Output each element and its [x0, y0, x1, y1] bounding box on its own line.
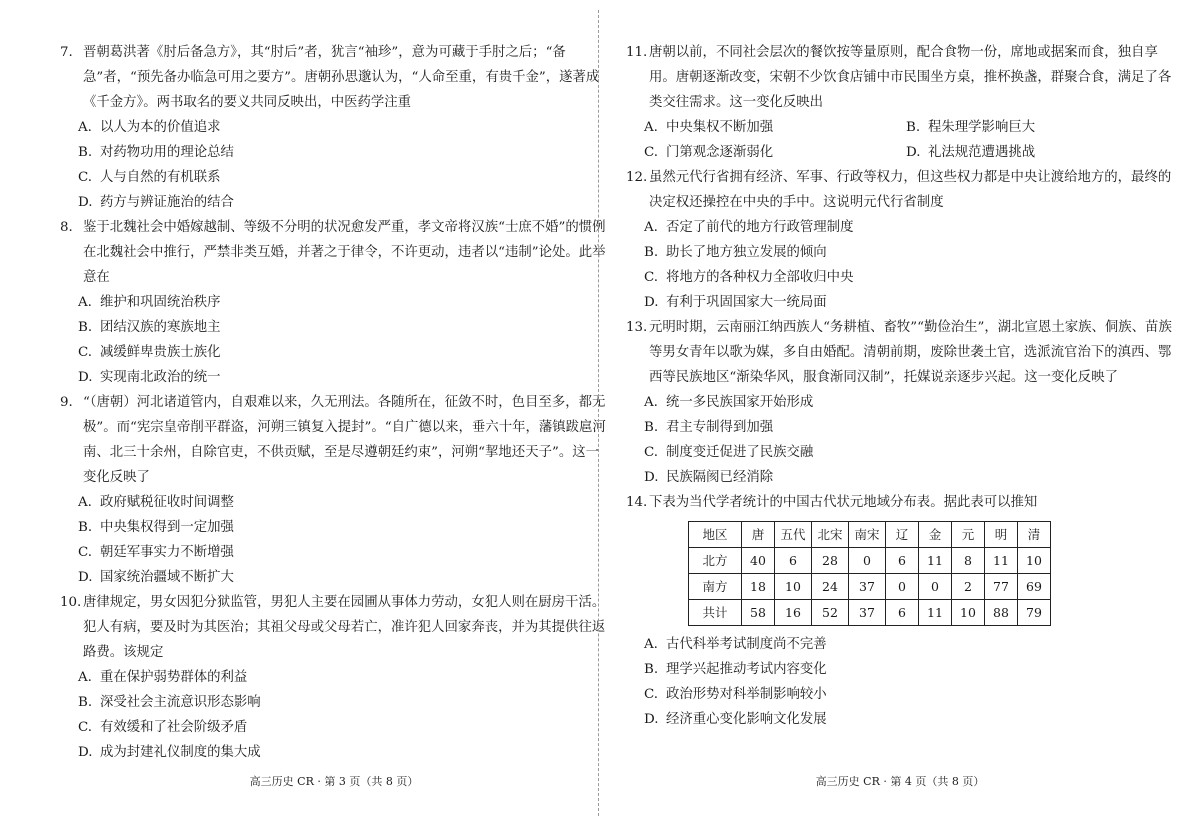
table-cell: 6 — [886, 600, 919, 626]
table-cell: 69 — [1018, 574, 1051, 600]
table-cell: 2 — [952, 574, 985, 600]
question-14 — [626, 490, 1174, 732]
table-cell: 88 — [985, 600, 1018, 626]
table-cell: 10 — [1018, 548, 1051, 574]
option-d: D. 药方与辨证施治的结合 — [78, 195, 234, 210]
option-grid — [626, 115, 1174, 165]
question-text: 晋朝葛洪著《肘后备急方》，其“肘后”者，犹言“袖珍”，意为可藏于手肘之后；“备急”者，“预先备办临急可用之要方”。唐朝孙思邈认为，“人命至重，有贵千金”，遂著成《千金方》。两书取名的要义共同反映出，中医药学注重 — [83, 45, 600, 110]
table-row — [689, 574, 1051, 600]
option-c: C. 制度变迁促进了民族交融 — [644, 445, 814, 460]
table-header-cell: 辽 — [886, 522, 919, 548]
page-divider — [598, 10, 599, 816]
question-text: 唐律规定，男女因犯分狱监管，男犯人主要在园圃从事体力劳动，女犯人则在厨房干活。犯人有病，要及时为其医治；其祖父母或父母若亡，准许犯人回家奔丧，并为其提供往返路费。该规定 — [83, 595, 606, 660]
option-a: A. 古代科举考试制度尚不完善 — [644, 637, 827, 652]
option-a: A. 重在保护弱势群体的利益 — [78, 670, 248, 685]
option-d: D. 实现南北政治的统一 — [78, 370, 221, 385]
option-c: C. 人与自然的有机联系 — [78, 170, 221, 185]
table-row — [689, 600, 1051, 626]
option-b: B. 理学兴起推动考试内容变化 — [644, 662, 827, 677]
table-cell: 79 — [1018, 600, 1051, 626]
table-cell: 11 — [919, 548, 952, 574]
question-11 — [626, 40, 1174, 165]
table-cell: 18 — [742, 574, 775, 600]
page-footer: 高三历史 CR · 第 4 页（共 8 页） — [815, 775, 985, 788]
table-cell: 40 — [742, 548, 775, 574]
question-number: 12. — [626, 170, 648, 185]
question-14-stem — [626, 490, 1174, 515]
table-cell: 10 — [952, 600, 985, 626]
table-cell: 6 — [775, 548, 812, 574]
question-number: 13. — [626, 320, 648, 335]
option-a: A. 维护和巩固统治秩序 — [78, 295, 221, 310]
option-b: B. 君主专制得到加强 — [644, 420, 774, 435]
table-cell: 共计 — [689, 600, 742, 626]
table-cell: 10 — [775, 574, 812, 600]
option-a: A. 以人为本的价值追求 — [78, 120, 221, 135]
question-number: 7. — [60, 45, 73, 60]
table-cell: 37 — [849, 574, 886, 600]
question-text: 下表为当代学者统计的中国古代状元地域分布表。据此表可以推知 — [649, 495, 1038, 510]
question-text: 元明时期，云南丽江纳西族人“务耕植、畜牧”“勤俭治生”，湖北宣恩土家族、侗族、苗族等男女青年以歌为媒，多自由婚配。清朝前期，废除世袭土官，选派流官治下的滇西、鄂西等民族地区“渐染华风，服食渐同汉制”，托媒说亲逐步兴起。这一变化反映了 — [649, 320, 1172, 385]
table-cell: 8 — [952, 548, 985, 574]
table-header-cell: 元 — [952, 522, 985, 548]
option-d: D. 国家统治疆域不断扩大 — [78, 570, 234, 585]
table-cell: 0 — [886, 574, 919, 600]
table-cell: 77 — [985, 574, 1018, 600]
table-header-cell: 南宋 — [849, 522, 886, 548]
option-a: A. 政府赋税征收时间调整 — [78, 495, 234, 510]
table-header-cell: 清 — [1018, 522, 1051, 548]
option-d: D. 民族隔阂已经消除 — [644, 470, 774, 485]
option-b: B. 团结汉族的寒族地主 — [78, 320, 221, 335]
question-number: 9. — [60, 395, 73, 410]
table-row — [689, 548, 1051, 574]
table-header-cell: 北宋 — [812, 522, 849, 548]
option-a: A. 统一多民族国家开始形成 — [644, 395, 814, 410]
option-d: D. 有利于巩固国家大一统局面 — [644, 295, 827, 310]
zhuangyuan-distribution-table — [688, 521, 1051, 626]
option-c: C. 减缓鲜卑贵族士族化 — [78, 345, 221, 360]
option-d: D. 成为封建礼仪制度的集大成 — [78, 745, 261, 760]
table-cell: 0 — [849, 548, 886, 574]
question-7-stem — [60, 40, 608, 115]
table-cell: 6 — [886, 548, 919, 574]
question-12-stem — [626, 165, 1174, 215]
question-8 — [60, 215, 608, 390]
question-12 — [626, 165, 1174, 315]
question-text: 鉴于北魏社会中婚嫁越制、等级不分明的状况愈发严重，孝文帝将汉族“士庶不婚”的惯例在北魏社会中推行，严禁非类互婚，并著之于律令，不许更动，违者以“违制”论处。此举意在 — [83, 220, 606, 285]
table-cell: 58 — [742, 600, 775, 626]
table-header-cell: 地区 — [689, 522, 742, 548]
question-9-stem — [60, 390, 608, 490]
option-c: C. 朝廷军事实力不断增强 — [78, 545, 234, 560]
question-number: 10. — [60, 595, 82, 610]
option-c: C. 将地方的各种权力全部收归中央 — [644, 270, 854, 285]
question-text: 虽然元代行省拥有经济、军事、行政等权力，但这些权力都是中央让渡给地方的，最终的决定权还操控在中央的手中。这说明元代行省制度 — [649, 170, 1172, 210]
option-c: C. 政治形势对科举制影响较小 — [644, 687, 827, 702]
question-9 — [60, 390, 608, 590]
table-header-cell: 金 — [919, 522, 952, 548]
question-number: 11. — [626, 45, 648, 60]
option-b: B. 深受社会主流意识形态影响 — [78, 695, 261, 710]
table-header-cell: 明 — [985, 522, 1018, 548]
question-8-stem — [60, 215, 608, 290]
page-3 — [60, 0, 608, 826]
table-cell: 28 — [812, 548, 849, 574]
table-header-cell: 五代 — [775, 522, 812, 548]
page-footer: 高三历史 CR · 第 3 页（共 8 页） — [249, 775, 419, 788]
question-7 — [60, 40, 608, 215]
table-cell: 0 — [919, 574, 952, 600]
table-cell: 16 — [775, 600, 812, 626]
table-header-cell: 唐 — [742, 522, 775, 548]
question-number: 14. — [626, 495, 648, 510]
option-d: D. 经济重心变化影响文化发展 — [644, 712, 827, 727]
table-cell: 37 — [849, 600, 886, 626]
question-13 — [626, 315, 1174, 490]
option-c: C. 门第观念逐渐弱化 — [644, 145, 774, 160]
option-b: B. 程朱理学影响巨大 — [906, 120, 1036, 135]
option-c: C. 有效缓和了社会阶级矛盾 — [78, 720, 248, 735]
table-cell: 北方 — [689, 548, 742, 574]
table-cell: 11 — [919, 600, 952, 626]
option-b: B. 助长了地方独立发展的倾向 — [644, 245, 827, 260]
option-b: B. 对药物功用的理论总结 — [78, 145, 234, 160]
question-11-stem — [626, 40, 1174, 115]
question-text: “（唐朝）河北诸道管内，自艰难以来，久无刑法。各随所在，征敛不时，色目至多，都无极”。而“宪宗皇帝削平群盗，河朔三镇复入提封”。“自广德以来，垂六十年，藩镇跋扈河南、北三十余州，自除官吏，不供贡赋，至是尽遵朝廷约束”，河朔“挈地还天子”。这一变化反映了 — [83, 395, 606, 485]
table-cell: 52 — [812, 600, 849, 626]
table-cell: 11 — [985, 548, 1018, 574]
option-d: D. 礼法规范遭遇挑战 — [906, 145, 1036, 160]
table-header-row — [689, 522, 1051, 548]
option-a: A. 否定了前代的地方行政管理制度 — [644, 220, 854, 235]
option-a: A. 中央集权不断加强 — [644, 120, 774, 135]
question-10-stem — [60, 590, 608, 665]
question-text: 唐朝以前，不同社会层次的餐饮按等量原则，配合食物一份，席地或据案而食，独自享用。唐朝逐渐改变，宋朝不少饮食店铺中市民围坐方桌，推杯换盏，群聚合食，满足了各类交往需求。这一变化反映出 — [649, 45, 1172, 110]
question-10 — [60, 590, 608, 765]
question-13-stem — [626, 315, 1174, 390]
table-cell: 24 — [812, 574, 849, 600]
page-4 — [626, 0, 1174, 826]
question-number: 8. — [60, 220, 73, 235]
option-b: B. 中央集权得到一定加强 — [78, 520, 234, 535]
table-cell: 南方 — [689, 574, 742, 600]
